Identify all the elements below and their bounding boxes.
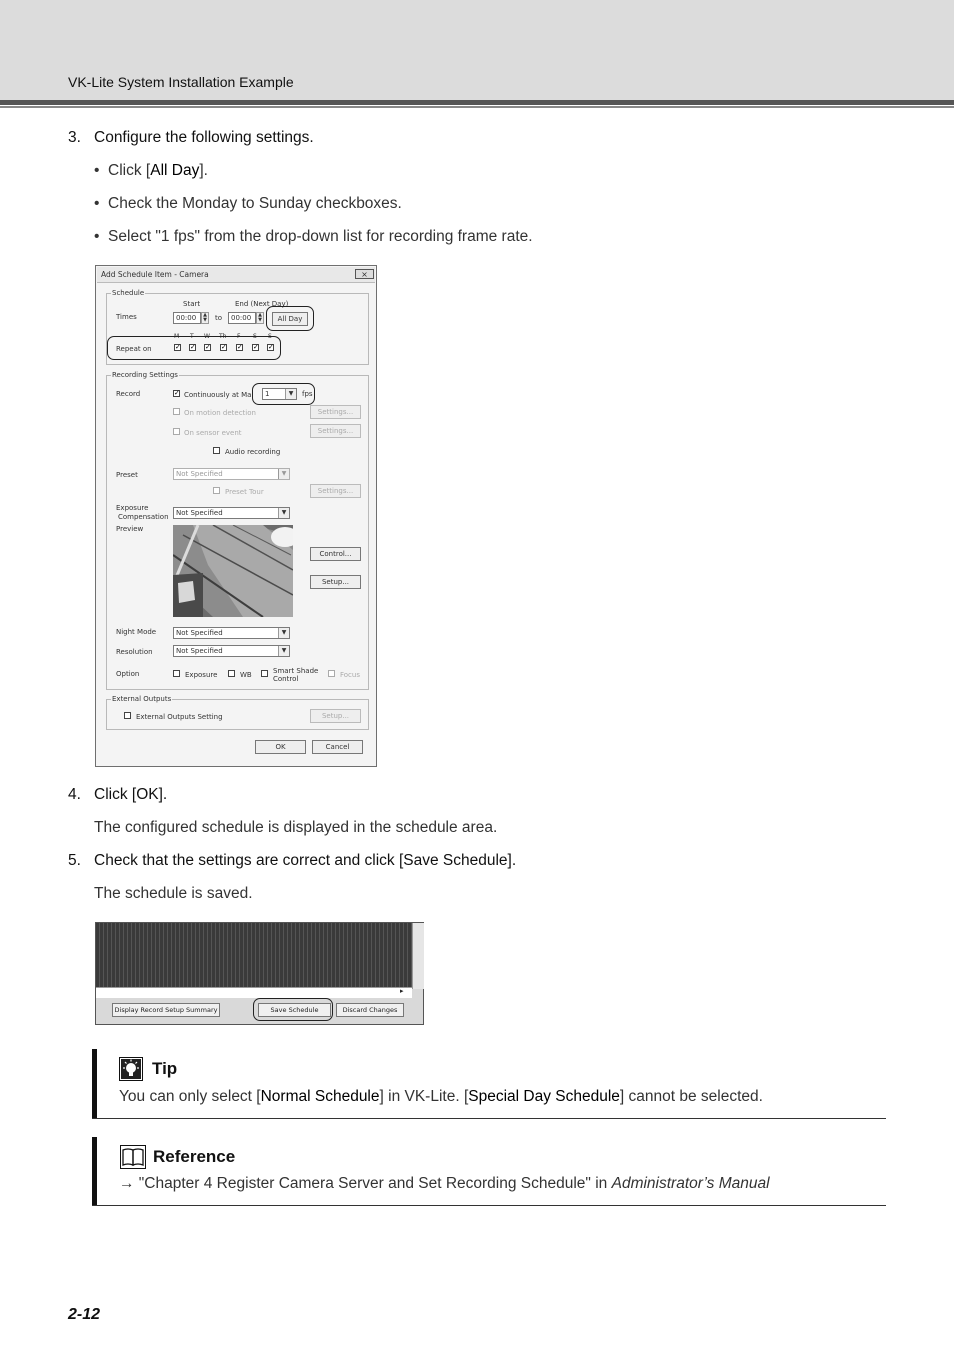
- preset-tour-checkbox[interactable]: [213, 487, 220, 494]
- arrow-icon: →: [119, 1175, 135, 1192]
- day-label-mon: M: [174, 333, 180, 340]
- running-header: VK-Lite System Installation Example: [68, 74, 294, 90]
- day-label-tue: T: [190, 333, 194, 340]
- control-button[interactable]: Control...: [310, 547, 361, 561]
- reference-bar: [92, 1137, 97, 1206]
- header-rule: [0, 100, 954, 105]
- exposure-value: Not Specified: [176, 509, 223, 517]
- save-schedule-button[interactable]: Save Schedule: [258, 1003, 331, 1017]
- resolution-label: Resolution: [116, 648, 153, 656]
- chevron-down-icon: ▼: [278, 628, 289, 638]
- continuously-checkbox[interactable]: ✓: [174, 389, 180, 397]
- preset-settings-button[interactable]: Settings...: [310, 484, 361, 498]
- preview-graphic: [173, 525, 293, 617]
- day-label-wed: W: [204, 333, 210, 340]
- times-label: Times: [116, 313, 137, 321]
- step-3-text: Configure the following settings.: [94, 129, 314, 146]
- exposure-select[interactable]: [173, 507, 290, 519]
- schedule-grid: [96, 923, 412, 987]
- end-time-input[interactable]: 00:00: [228, 312, 256, 324]
- bullet-2: • Check the Monday to Sunday checkboxes.: [94, 195, 402, 212]
- record-label: Record: [116, 390, 141, 398]
- step-5-number: 5.: [68, 852, 81, 869]
- horizontal-scrollbar[interactable]: [96, 987, 412, 998]
- external-outputs-label: External Outputs: [112, 695, 172, 703]
- reference-title: Reference: [153, 1147, 236, 1166]
- schedule-group-label: Schedule: [112, 289, 145, 297]
- display-record-setup-summary-button[interactable]: Display Record Setup Summary: [112, 1003, 220, 1017]
- thursday-checkbox[interactable]: ✓: [221, 343, 227, 351]
- preset-label: Preset: [116, 471, 138, 479]
- night-mode-select[interactable]: [173, 627, 290, 639]
- motion-checkbox[interactable]: [173, 408, 180, 415]
- step-4-result: The configured schedule is displayed in the schedule area.: [94, 819, 498, 836]
- highlight-oval-fps: [252, 383, 315, 405]
- reference-rule: [92, 1205, 886, 1206]
- end-label: End (Next Day): [235, 300, 289, 308]
- chevron-down-icon: ▼: [285, 389, 296, 399]
- dialog-title: Add Schedule Item - Camera: [101, 270, 209, 279]
- highlight-oval-days: [107, 336, 281, 360]
- option-exposure-checkbox[interactable]: [173, 670, 180, 677]
- tip-rule: [92, 1118, 886, 1119]
- step-5-text: Check that the settings are correct and click [Save Schedule].: [94, 852, 517, 869]
- chevron-down-icon: ▼: [278, 469, 289, 479]
- preview-label: Preview: [116, 525, 144, 533]
- option-wb-label: WB: [240, 671, 252, 679]
- vertical-scrollbar[interactable]: [412, 923, 424, 989]
- exposure-label-1: Exposure: [116, 504, 149, 512]
- highlight-oval-all-day: [266, 306, 314, 331]
- option-smart-shade-label-1: Smart Shade: [273, 667, 319, 675]
- ok-button[interactable]: OK: [255, 740, 306, 754]
- bullet-3: • Select "1 fps" from the drop-down list for recording frame rate.: [94, 228, 533, 245]
- audio-checkbox[interactable]: [213, 447, 220, 454]
- night-mode-label: Night Mode: [116, 628, 157, 636]
- to-label: to: [215, 314, 223, 322]
- external-setup-button[interactable]: Setup...: [310, 709, 361, 723]
- recording-settings-label: Recording Settings: [112, 371, 178, 379]
- step-5-result: The schedule is saved.: [94, 885, 253, 902]
- all-day-button[interactable]: All Day: [272, 312, 308, 326]
- resolution-value: Not Specified: [176, 647, 223, 655]
- saturday-checkbox[interactable]: ✓: [253, 343, 259, 351]
- external-outputs-setting-label: External Outputs Setting: [136, 713, 223, 721]
- option-smart-shade-checkbox[interactable]: [261, 670, 268, 677]
- option-focus-label: Focus: [340, 671, 360, 679]
- cancel-button[interactable]: Cancel: [312, 740, 363, 754]
- fps-value: 1: [265, 390, 270, 398]
- motion-label: On motion detection: [184, 409, 256, 417]
- day-label-fri: F: [237, 333, 241, 340]
- day-label-thu: Th: [219, 333, 227, 340]
- repeat-on-label: Repeat on: [116, 345, 152, 353]
- header-rule-thin: [0, 106, 954, 108]
- step-4-text: Click [OK].: [94, 786, 168, 803]
- monday-checkbox[interactable]: ✓: [175, 343, 181, 351]
- friday-checkbox[interactable]: ✓: [237, 343, 243, 351]
- chevron-down-icon: ▼: [278, 646, 289, 656]
- option-label: Option: [116, 670, 140, 678]
- exposure-label-2: Compensation: [118, 513, 169, 521]
- highlight-oval-save: [253, 998, 333, 1021]
- bullet-1: • Click [All Day].: [94, 162, 208, 179]
- tip-bar: [92, 1049, 97, 1119]
- step-4-number: 4.: [68, 786, 81, 803]
- lightbulb-icon: [119, 1057, 143, 1081]
- wednesday-checkbox[interactable]: ✓: [205, 343, 211, 351]
- sensor-checkbox[interactable]: [173, 428, 180, 435]
- step-3-number: 3.: [68, 129, 81, 146]
- book-icon: [120, 1145, 144, 1169]
- external-outputs-checkbox[interactable]: [124, 712, 131, 719]
- page-number: 2-12: [68, 1306, 101, 1323]
- continuously-label: Continuously at Ma: [184, 391, 252, 399]
- discard-changes-button[interactable]: Discard Changes: [336, 1003, 404, 1017]
- tip-title: Tip: [152, 1059, 178, 1078]
- audio-label: Audio recording: [225, 448, 281, 456]
- motion-settings-button[interactable]: Settings...: [310, 405, 361, 419]
- close-icon[interactable]: ×: [355, 269, 374, 279]
- preset-tour-label: Preset Tour: [225, 488, 264, 496]
- option-exposure-label: Exposure: [185, 671, 218, 679]
- reference-text: → "Chapter 4 Register Camera Server and Set Recording Schedule" in Administrator’s Manual: [119, 1175, 770, 1192]
- schedule-panel: [95, 922, 424, 1025]
- day-label-sat: S: [253, 333, 257, 340]
- night-mode-value: Not Specified: [176, 629, 223, 637]
- start-time-spinner[interactable]: ▲ ▼: [201, 312, 209, 324]
- preset-select[interactable]: [173, 468, 290, 480]
- scroll-right-icon[interactable]: ▸: [400, 987, 404, 995]
- sensor-label: On sensor event: [184, 429, 242, 437]
- end-time-spinner[interactable]: ▲ ▼: [256, 312, 264, 324]
- preset-value: Not Specified: [176, 470, 223, 478]
- option-wb-checkbox[interactable]: [228, 670, 235, 677]
- start-label: Start: [183, 300, 201, 308]
- setup-button[interactable]: Setup...: [310, 575, 361, 589]
- sunday-checkbox[interactable]: ✓: [268, 343, 274, 351]
- tip-text: You can only select [Normal Schedule] in VK-Lite. [Special Day Schedule] cannot be selected.: [119, 1088, 763, 1105]
- day-label-sun: S: [268, 333, 272, 340]
- option-focus-checkbox[interactable]: [328, 670, 335, 677]
- tuesday-checkbox[interactable]: ✓: [190, 343, 196, 351]
- resolution-select[interactable]: [173, 645, 290, 657]
- option-smart-shade-label-2: Control: [273, 675, 299, 683]
- camera-preview-image: [173, 525, 293, 617]
- add-schedule-dialog: [95, 265, 377, 767]
- chevron-down-icon: ▼: [278, 508, 289, 518]
- fps-unit-label: fps: [302, 390, 313, 398]
- start-time-input[interactable]: 00:00: [173, 312, 201, 324]
- sensor-settings-button[interactable]: Settings...: [310, 424, 361, 438]
